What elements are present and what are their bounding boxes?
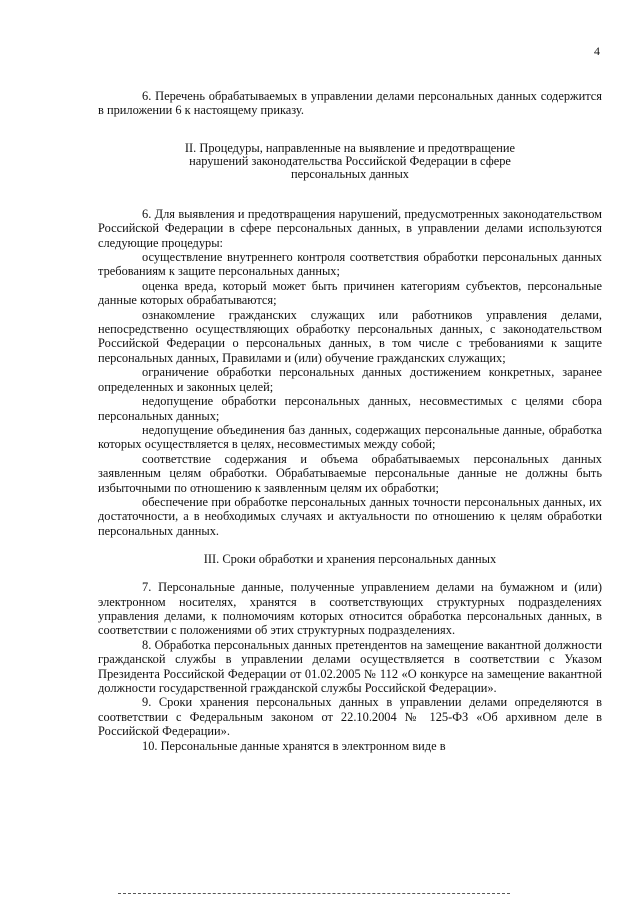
section-2-heading xyxy=(98,142,602,181)
procedure-item-familiarization: ознакомление гражданских служащих или работников управления делами, непосредственно осуществляющих обработку персональных данных, с законодательством Российской Федерации о персональных данных, в том числе с требованиями к защите персональных данных, Правилами и (или) обучение гражданских служащих; xyxy=(98,307,602,365)
procedure-item-harm-assessment: оценка вреда, который может быть причинен категориям субъектов, персональные данные которых обрабатываются; xyxy=(98,278,602,308)
procedure-item-internal-control: осуществление внутреннего контроля соответствия обработки персональных данных требованиям к защите персональных данных; xyxy=(98,250,602,279)
paragraph-9-retention: 9. Сроки хранения персональных данных в управлении делами определяются в соответствии с Федеральным законом от 22.10.2004 № 125-ФЗ «Об архивном деле в Российской Федерации». xyxy=(98,695,602,739)
paragraph-6-list-ref: 6. Перечень обрабатываемых в управлении делами персональных данных содержится в приложении 6 к настоящему приказу. xyxy=(98,89,602,118)
section-2-heading-line-1: II. Процедуры, направленные на выявление и предотвращение xyxy=(184,140,516,155)
paragraph-8-candidates: 8. Обработка персональных данных претендентов на замещение вакантной должности гражданской службы в управлении делами осуществляется в соответствии с Указом Президента Российской Федерации от 01.02.2005 № 112 «О конкурсе на замещение вакантной должности государственной гражданской службы Российской Федерации». xyxy=(98,637,602,695)
section-3-heading: III. Сроки обработки и хранения персональных данных xyxy=(203,552,497,567)
procedure-item-database-merge: недопущение объединения баз данных, содержащих персональные данные, обработка которых осуществляется в целях, несовместимых между собой; xyxy=(98,422,602,452)
paragraph-10-electronic: 10. Персональные данные хранятся в электронном виде в xyxy=(142,738,446,753)
document-body xyxy=(98,89,602,753)
procedure-item-data-accuracy: обеспечение при обработке персональных данных точности персональных данных, их достаточности, а в необходимых случаях и актуальности по отношению к целям обработки персональных данных. xyxy=(98,494,602,538)
paragraph-7-storage: 7. Персональные данные, полученные управлением делами на бумажном и (или) электронном носителях, хранятся в соответствующих структурных подразделениях управления делами, к полномочиям которых относится обработка персональных данных, в соответствии с положениями об этих структурных подразделениях. xyxy=(98,580,602,638)
procedure-item-incompatible-processing: недопущение обработки персональных данных, несовместимых с целями сбора персональных данных; xyxy=(98,394,602,423)
paragraph-6-procedures: 6. Для выявления и предотвращения нарушений, предусмотренных законодательством Российской Федерации в сфере персональных данных, в управлении делами используются следующие процедуры: xyxy=(98,206,602,250)
page-number: 4 xyxy=(594,44,600,58)
procedure-item-purpose-limitation: ограничение обработки персональных данных достижением конкретных, заранее определенных и законных целей; xyxy=(98,365,602,394)
page-bottom-divider xyxy=(118,893,510,894)
section-2-heading-line-3: персональных данных xyxy=(291,166,409,181)
section-2-heading-line-2: нарушений законодательства Российской Федерации в сфере xyxy=(189,153,511,168)
procedure-item-data-scope: соответствие содержания и объема обрабатываемых персональных данных заявленным целям обработки. Обрабатываемые персональные данные не должны быть избыточными по отношению к заявленным целям их обработки; xyxy=(98,451,602,495)
